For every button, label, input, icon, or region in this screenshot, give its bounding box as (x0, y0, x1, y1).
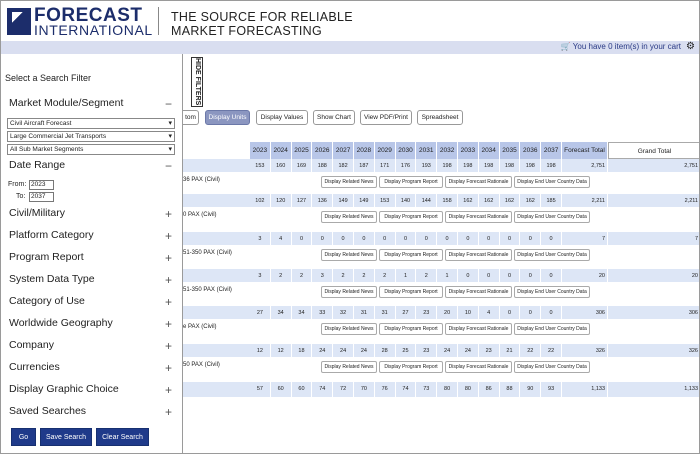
year-header: 2023 (250, 142, 271, 159)
table-cell: 31 (354, 306, 375, 321)
table-cell: 158 (437, 194, 458, 209)
view-pdf-button[interactable]: View PDF/Print (360, 110, 412, 125)
table-cell: 76 (375, 382, 396, 397)
year-header: 2037 (541, 142, 562, 159)
row-action-button[interactable]: Display Related News (321, 249, 377, 261)
table-cell: 162 (458, 194, 479, 209)
table-cell: 0 (541, 232, 562, 247)
sidebar (1, 54, 183, 454)
forecast-select[interactable]: Civil Aircraft Forecast ▾ (7, 118, 175, 129)
table-cell: 73 (416, 382, 437, 397)
table-cell: 198 (437, 159, 458, 174)
row-label: 51-350 PAX (Civil) (183, 250, 232, 256)
filter-9[interactable]: Saved Searches (9, 405, 87, 417)
date-range-heading[interactable]: Date Range (9, 159, 66, 171)
year-header: 2030 (396, 142, 417, 159)
row-action-button[interactable]: Display End User Country Data (514, 176, 590, 188)
table-cell: 144 (416, 194, 437, 209)
expand-icon[interactable]: + (164, 295, 172, 309)
table-cell: 74 (396, 382, 417, 397)
row-action-button[interactable]: Display Program Report (379, 176, 443, 188)
tagline-1: THE SOURCE FOR RELIABLE (171, 10, 353, 24)
row-action-button[interactable]: Display End User Country Data (514, 286, 590, 298)
grand-total-cell: 326 (608, 344, 700, 359)
table-cell: 176 (396, 159, 417, 174)
row-action-button[interactable]: Display Related News (321, 361, 377, 373)
table-cell: 0 (500, 232, 521, 247)
row-action-button[interactable]: Display Program Report (379, 286, 443, 298)
grand-total-cell: 306 (608, 306, 700, 321)
year-header: 2028 (354, 142, 375, 159)
go-button[interactable]: Go (11, 428, 36, 446)
logo-icon (7, 8, 31, 35)
table-cell: 93 (541, 382, 562, 397)
table-cell: 21 (500, 344, 521, 359)
filter-2[interactable]: Program Report (9, 251, 84, 263)
year-header: 2031 (416, 142, 437, 159)
table-cell: 169 (292, 159, 313, 174)
table-cell: 2 (354, 269, 375, 284)
table-cell: 27 (250, 306, 271, 321)
table-cell: 0 (500, 269, 521, 284)
from-year-select[interactable]: 2023 (29, 180, 54, 190)
table-cell: 102 (250, 194, 271, 209)
forecast-total-header: Forecast Total (562, 142, 608, 159)
from-label: From: (8, 181, 27, 188)
cart-text: You have 0 item(s) in your cart (572, 42, 681, 51)
table-cell: 0 (479, 269, 500, 284)
table-cell: 0 (520, 269, 541, 284)
label-row (183, 319, 700, 341)
table-cell: 88 (500, 382, 521, 397)
table-row (183, 382, 700, 397)
table-cell: 90 (520, 382, 541, 397)
expand-icon[interactable]: + (164, 229, 172, 243)
table-cell: 60 (271, 382, 292, 397)
table-cell: 153 (375, 194, 396, 209)
table-cell: 80 (458, 382, 479, 397)
collapse-icon[interactable]: − (164, 159, 172, 173)
row-action-button[interactable]: Display Related News (321, 211, 377, 223)
collapse-icon[interactable]: − (164, 97, 172, 111)
expand-icon[interactable]: + (164, 339, 172, 353)
filter-0[interactable]: Civil/Military (9, 207, 65, 219)
to-label: To: (16, 193, 26, 200)
forecast-total-cell: 2,211 (562, 194, 608, 209)
table-cell: 198 (458, 159, 479, 174)
table-cell: 0 (292, 232, 313, 247)
table-cell: 0 (541, 269, 562, 284)
table-cell: 140 (396, 194, 417, 209)
expand-icon[interactable]: + (164, 207, 172, 221)
table-cell: 0 (375, 232, 396, 247)
brand-line1: FORECAST (34, 5, 143, 26)
table-cell: 24 (312, 344, 333, 359)
table-cell: 160 (271, 159, 292, 174)
row-action-button[interactable]: Display Forecast Rationale (445, 323, 512, 335)
table-cell: 2 (416, 269, 437, 284)
table-cell: 32 (333, 306, 354, 321)
table-cell: 153 (250, 159, 271, 174)
row-action-button[interactable]: Display End User Country Data (514, 361, 590, 373)
row-action-button[interactable]: Display Forecast Rationale (445, 176, 512, 188)
table-cell: 185 (541, 194, 562, 209)
table-cell: 23 (416, 344, 437, 359)
table-cell: 1 (437, 269, 458, 284)
table-cell: 4 (271, 232, 292, 247)
forecast-total-cell: 326 (562, 344, 608, 359)
display-values-button[interactable]: Display Values (256, 110, 308, 125)
table-cell: 0 (479, 232, 500, 247)
year-header: 2033 (458, 142, 479, 159)
table-cell: 23 (479, 344, 500, 359)
year-header: 2034 (479, 142, 500, 159)
spreadsheet-button[interactable]: Spreadsheet (417, 110, 463, 125)
year-header: 2029 (375, 142, 396, 159)
expand-icon[interactable]: + (164, 361, 172, 375)
table-cell: 0 (458, 232, 479, 247)
row-label: 50 PAX (Civil) (183, 362, 220, 368)
row-action-button[interactable]: Display End User Country Data (514, 211, 590, 223)
table-cell: 149 (333, 194, 354, 209)
table-cell: 70 (354, 382, 375, 397)
table-cell: 34 (292, 306, 313, 321)
filter-1[interactable]: Platform Category (9, 229, 94, 241)
table-cell: 3 (250, 269, 271, 284)
expand-icon[interactable]: + (164, 405, 172, 419)
toolbar-btn-bottom[interactable]: tom (183, 110, 199, 125)
year-header: 2025 (292, 142, 313, 159)
table-cell: 2 (292, 269, 313, 284)
table-cell: 188 (312, 159, 333, 174)
grand-total-cell: 1,133 (608, 382, 700, 397)
table-cell: 0 (396, 232, 417, 247)
row-action-button[interactable]: Display Program Report (379, 211, 443, 223)
label-row (183, 207, 700, 229)
table-cell: 22 (520, 344, 541, 359)
grand-total-cell: 2,751 (608, 159, 700, 174)
table-cell: 57 (250, 382, 271, 397)
table-cell: 86 (479, 382, 500, 397)
brand-line2: INTERNATIONAL (34, 22, 153, 38)
row-label: e PAX (Civil) (183, 324, 217, 330)
table-cell: 20 (437, 306, 458, 321)
year-header: 2036 (520, 142, 541, 159)
table-cell: 162 (520, 194, 541, 209)
table-cell: 187 (354, 159, 375, 174)
expand-icon[interactable]: + (164, 251, 172, 265)
display-units-button[interactable]: Display Units (205, 110, 250, 125)
main-panel (183, 54, 700, 454)
expand-icon[interactable]: + (164, 383, 172, 397)
filter-7[interactable]: Currencies (9, 361, 60, 373)
row-action-button[interactable]: Display Program Report (379, 361, 443, 373)
grand-total-cell: 20 (608, 269, 700, 284)
table-cell: 120 (271, 194, 292, 209)
table-cell: 0 (520, 306, 541, 321)
table-cell: 2 (271, 269, 292, 284)
table-cell: 34 (271, 306, 292, 321)
year-header: 2027 (333, 142, 354, 159)
row-action-button[interactable]: Display Forecast Rationale (445, 211, 512, 223)
hide-filters-tab[interactable]: HIDE FILTERS (191, 57, 203, 107)
cart-icon: 🛒 (560, 42, 571, 51)
table-cell: 2 (333, 269, 354, 284)
table-cell: 0 (312, 232, 333, 247)
label-row (183, 282, 700, 304)
year-header: 2024 (271, 142, 292, 159)
clear-search-button[interactable]: Clear Search (96, 428, 149, 446)
table-cell: 127 (292, 194, 313, 209)
table-cell: 24 (354, 344, 375, 359)
table-cell: 31 (375, 306, 396, 321)
table-cell: 33 (312, 306, 333, 321)
table-cell: 149 (354, 194, 375, 209)
forecast-total-cell: 306 (562, 306, 608, 321)
row-action-button[interactable]: Display Forecast Rationale (445, 249, 512, 261)
table-cell: 4 (479, 306, 500, 321)
table-cell: 2 (375, 269, 396, 284)
table-cell: 28 (375, 344, 396, 359)
row-label: 51-350 PAX (Civil) (183, 287, 232, 293)
row-action-button[interactable]: Display Related News (321, 176, 377, 188)
table-cell: 18 (292, 344, 313, 359)
grand-total-cell: 7 (608, 232, 700, 247)
table-cell: 3 (250, 232, 271, 247)
table-cell: 182 (333, 159, 354, 174)
row-action-button[interactable]: Display Forecast Rationale (445, 286, 512, 298)
table-cell: 25 (396, 344, 417, 359)
row-action-button[interactable]: Display Forecast Rationale (445, 361, 512, 373)
row-label: 0 PAX (Civil) (183, 212, 217, 218)
label-row (183, 172, 700, 194)
table-cell: 24 (333, 344, 354, 359)
table-cell: 0 (500, 306, 521, 321)
label-row (183, 245, 700, 267)
filter-6[interactable]: Company (9, 339, 54, 351)
forecast-total-cell: 20 (562, 269, 608, 284)
table-cell: 24 (458, 344, 479, 359)
table-cell: 171 (375, 159, 396, 174)
header-divider (158, 7, 159, 35)
row-action-button[interactable]: Display End User Country Data (514, 249, 590, 261)
table-cell: 12 (250, 344, 271, 359)
expand-icon[interactable]: + (164, 273, 172, 287)
table-cell: 12 (271, 344, 292, 359)
grand-total-header: Grand Total (608, 142, 700, 159)
table-cell: 74 (312, 382, 333, 397)
show-chart-button[interactable]: Show Chart (313, 110, 355, 125)
gear-icon[interactable]: ⚙ (686, 41, 695, 52)
table-cell: 10 (458, 306, 479, 321)
table-cell: 198 (479, 159, 500, 174)
table-cell: 22 (541, 344, 562, 359)
filter-3[interactable]: System Data Type (9, 273, 95, 285)
table-cell: 0 (416, 232, 437, 247)
table-cell: 136 (312, 194, 333, 209)
header (1, 1, 700, 41)
table-cell: 193 (416, 159, 437, 174)
market-module-heading[interactable]: Market Module/Segment (9, 97, 124, 109)
filter-8[interactable]: Display Graphic Choice (9, 383, 119, 395)
table-cell: 198 (500, 159, 521, 174)
table-cell: 198 (520, 159, 541, 174)
table-cell: 23 (416, 306, 437, 321)
table-cell: 3 (312, 269, 333, 284)
segment-select[interactable]: Large Commercial Jet Transports ▾ (7, 131, 175, 142)
forecast-total-cell: 1,133 (562, 382, 608, 397)
table-cell: 0 (458, 269, 479, 284)
year-header: 2032 (437, 142, 458, 159)
sub-segment-select[interactable]: All Sub Market Segments ▾ (7, 144, 175, 155)
row-action-button[interactable]: Display Related News (321, 323, 377, 335)
tagline-2: MARKET FORECASTING (171, 24, 323, 38)
save-search-button[interactable]: Save Search (40, 428, 92, 446)
forecast-total-cell: 7 (562, 232, 608, 247)
row-action-button[interactable]: Display Related News (321, 286, 377, 298)
table-cell: 0 (520, 232, 541, 247)
label-row (183, 357, 700, 379)
year-header: 2035 (500, 142, 521, 159)
filter-4[interactable]: Category of Use (9, 295, 85, 307)
cart-bar (1, 41, 700, 54)
table-cell: 60 (292, 382, 313, 397)
table-cell: 0 (333, 232, 354, 247)
tagline (171, 10, 353, 38)
grand-total-cell: 2,211 (608, 194, 700, 209)
row-action-button[interactable]: Display End User Country Data (514, 323, 590, 335)
table-cell: 162 (500, 194, 521, 209)
table-cell: 24 (437, 344, 458, 359)
year-header: 2026 (312, 142, 333, 159)
table-cell: 0 (541, 306, 562, 321)
sidebar-title: Select a Search Filter (5, 73, 92, 83)
table-cell: 198 (541, 159, 562, 174)
table-cell: 72 (333, 382, 354, 397)
table-cell: 27 (396, 306, 417, 321)
cart-link[interactable] (561, 42, 681, 51)
table-cell: 0 (437, 232, 458, 247)
table-cell: 0 (354, 232, 375, 247)
row-label: 36 PAX (Civil) (183, 177, 220, 183)
table-cell: 162 (479, 194, 500, 209)
forecast-total-cell: 2,751 (562, 159, 608, 174)
table-cell: 1 (396, 269, 417, 284)
row-action-button[interactable]: Display Program Report (379, 323, 443, 335)
table-cell: 80 (437, 382, 458, 397)
row-action-button[interactable]: Display Program Report (379, 249, 443, 261)
expand-icon[interactable]: + (164, 317, 172, 331)
to-year-select[interactable]: 2037 (29, 192, 54, 202)
filter-5[interactable]: Worldwide Geography (9, 317, 113, 329)
